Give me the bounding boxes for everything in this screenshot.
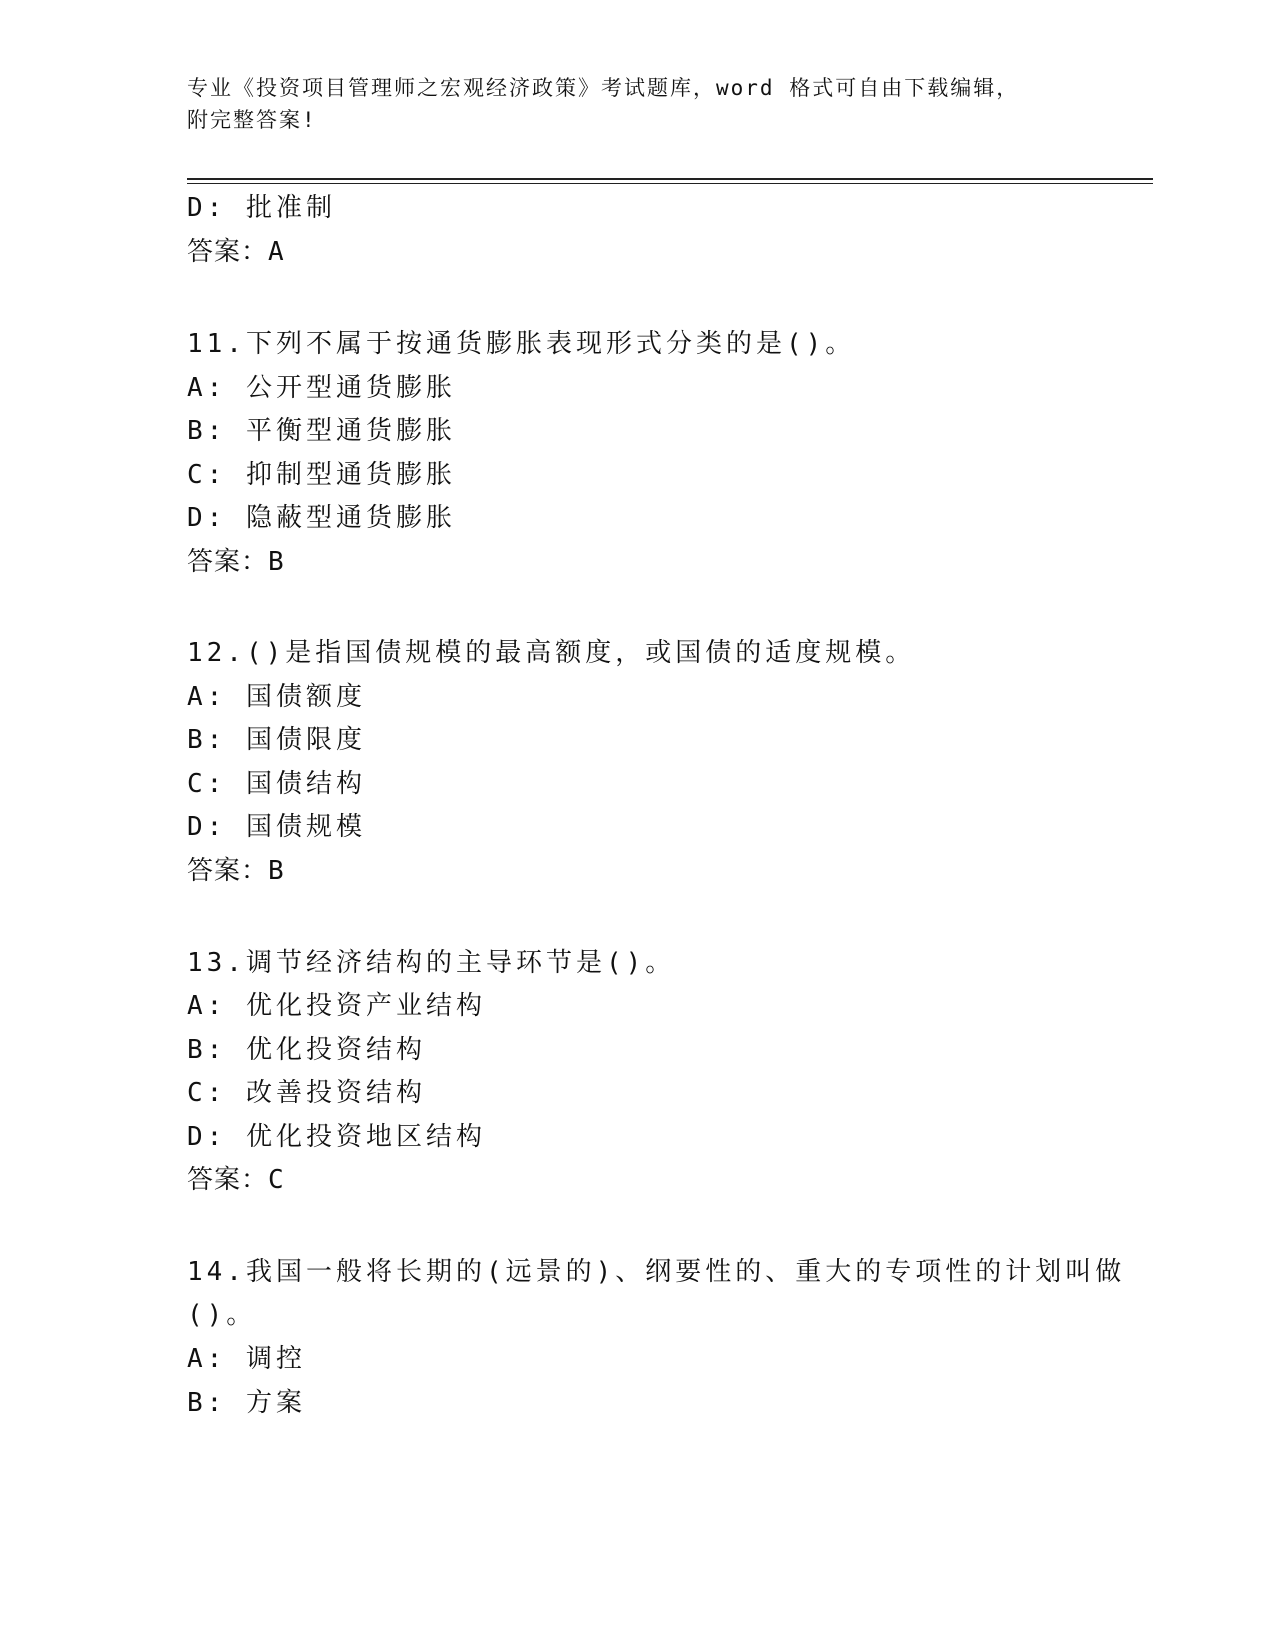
- question-14-option-a: A: 调控: [187, 1344, 306, 1374]
- header-line-1: 专业《投资项目管理师之宏观经济政策》考试题库，word 格式可自由下载编辑，: [187, 76, 1020, 100]
- header-line-2: 附完整答案!: [187, 108, 317, 132]
- question-14-stem-line-1: 14.我国一般将长期的(远景的)、纲要性的、重大的专项性的计划叫做: [187, 1257, 1126, 1287]
- question-11-option-d: D: 隐蔽型通货膨胀: [187, 503, 456, 533]
- prev-option-d: D: 批准制: [187, 193, 336, 223]
- question-13-option-a: A: 优化投资产业结构: [187, 991, 486, 1021]
- question-11-option-a: A: 公开型通货膨胀: [187, 373, 456, 403]
- question-11-option-b: B: 平衡型通货膨胀: [187, 416, 456, 446]
- question-12-stem: 12.()是指国债规模的最高额度，或国债的适度规模。: [187, 638, 916, 668]
- question-12-option-b: B: 国债限度: [187, 725, 366, 755]
- document-header: [187, 72, 1087, 136]
- question-14-stem-line-2: ()。: [187, 1300, 257, 1330]
- question-14-option-b: B: 方案: [187, 1388, 306, 1418]
- prev-answer: 答案：A: [187, 237, 285, 267]
- question-11-answer: 答案：B: [187, 547, 285, 577]
- question-12-option-d: D: 国债规模: [187, 812, 366, 842]
- question-13-stem: 13.调节经济结构的主导环节是()。: [187, 948, 676, 978]
- question-11-stem: 11.下列不属于按通货膨胀表现形式分类的是()。: [187, 329, 856, 359]
- question-12-option-c: C: 国债结构: [187, 769, 366, 799]
- question-13-option-c: C: 改善投资结构: [187, 1078, 426, 1108]
- header-divider-thin: [187, 183, 1153, 184]
- question-13-option-b: B: 优化投资结构: [187, 1035, 426, 1065]
- question-12-option-a: A: 国债额度: [187, 682, 366, 712]
- question-13-answer: 答案：C: [187, 1165, 285, 1195]
- question-11-option-c: C: 抑制型通货膨胀: [187, 460, 456, 490]
- question-12-answer: 答案：B: [187, 856, 285, 886]
- header-divider-thick: [187, 178, 1153, 180]
- question-13-option-d: D: 优化投资地区结构: [187, 1122, 486, 1152]
